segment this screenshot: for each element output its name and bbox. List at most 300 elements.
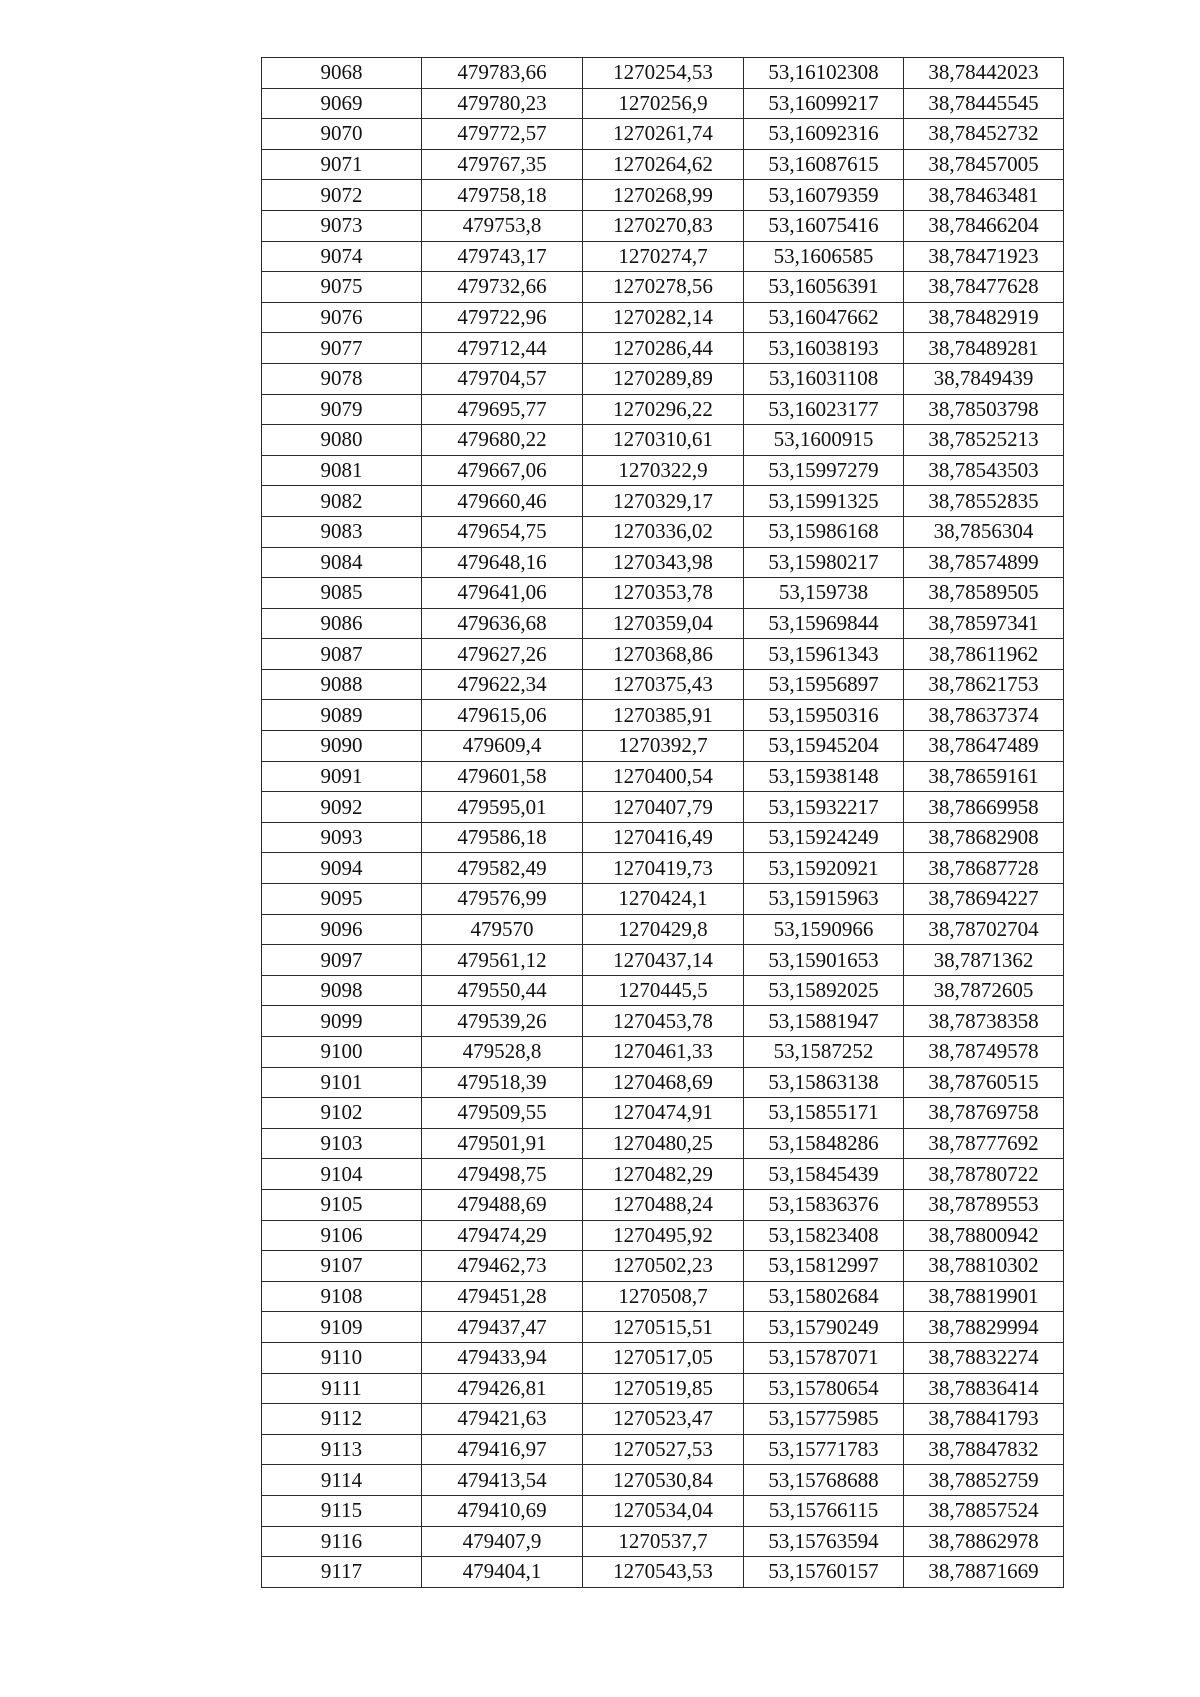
latitude-cell: 53,16023177 bbox=[744, 394, 904, 425]
y-coordinate-cell: 1270474,91 bbox=[583, 1098, 744, 1129]
longitude-cell: 38,78832274 bbox=[904, 1342, 1064, 1373]
x-coordinate-cell: 479586,18 bbox=[422, 822, 583, 853]
table-row bbox=[262, 1159, 1064, 1190]
y-coordinate-cell: 1270519,85 bbox=[583, 1373, 744, 1404]
y-coordinate-cell: 1270468,69 bbox=[583, 1067, 744, 1098]
x-coordinate-cell: 479704,57 bbox=[422, 363, 583, 394]
latitude-cell: 53,15768688 bbox=[744, 1465, 904, 1496]
longitude-cell: 38,78800942 bbox=[904, 1220, 1064, 1251]
latitude-cell: 53,15986168 bbox=[744, 516, 904, 547]
point-number-cell: 9095 bbox=[262, 884, 422, 915]
point-number-cell: 9110 bbox=[262, 1342, 422, 1373]
point-number-cell: 9096 bbox=[262, 914, 422, 945]
y-coordinate-cell: 1270274,7 bbox=[583, 241, 744, 272]
table-row bbox=[262, 1465, 1064, 1496]
x-coordinate-cell: 479407,9 bbox=[422, 1526, 583, 1557]
table-row bbox=[262, 547, 1064, 578]
latitude-cell: 53,1590966 bbox=[744, 914, 904, 945]
y-coordinate-cell: 1270278,56 bbox=[583, 272, 744, 303]
table-row bbox=[262, 516, 1064, 547]
latitude-cell: 53,15771783 bbox=[744, 1434, 904, 1465]
latitude-cell: 53,15812997 bbox=[744, 1251, 904, 1282]
y-coordinate-cell: 1270424,1 bbox=[583, 884, 744, 915]
y-coordinate-cell: 1270353,78 bbox=[583, 578, 744, 609]
table-row bbox=[262, 1067, 1064, 1098]
point-number-cell: 9070 bbox=[262, 119, 422, 150]
y-coordinate-cell: 1270286,44 bbox=[583, 333, 744, 364]
y-coordinate-cell: 1270461,33 bbox=[583, 1037, 744, 1068]
y-coordinate-cell: 1270343,98 bbox=[583, 547, 744, 578]
point-number-cell: 9074 bbox=[262, 241, 422, 272]
longitude-cell: 38,78637374 bbox=[904, 700, 1064, 731]
table-row bbox=[262, 945, 1064, 976]
y-coordinate-cell: 1270480,25 bbox=[583, 1128, 744, 1159]
table-row bbox=[262, 608, 1064, 639]
y-coordinate-cell: 1270322,9 bbox=[583, 455, 744, 486]
table-row bbox=[262, 333, 1064, 364]
point-number-cell: 9090 bbox=[262, 731, 422, 762]
longitude-cell: 38,78611962 bbox=[904, 639, 1064, 670]
point-number-cell: 9093 bbox=[262, 822, 422, 853]
table-row bbox=[262, 700, 1064, 731]
longitude-cell: 38,78647489 bbox=[904, 731, 1064, 762]
x-coordinate-cell: 479501,91 bbox=[422, 1128, 583, 1159]
y-coordinate-cell: 1270375,43 bbox=[583, 669, 744, 700]
table-row bbox=[262, 302, 1064, 333]
point-number-cell: 9094 bbox=[262, 853, 422, 884]
point-number-cell: 9117 bbox=[262, 1557, 422, 1588]
latitude-cell: 53,15945204 bbox=[744, 731, 904, 762]
longitude-cell: 38,78543503 bbox=[904, 455, 1064, 486]
point-number-cell: 9098 bbox=[262, 975, 422, 1006]
y-coordinate-cell: 1270264,62 bbox=[583, 149, 744, 180]
x-coordinate-cell: 479601,58 bbox=[422, 761, 583, 792]
longitude-cell: 38,78482919 bbox=[904, 302, 1064, 333]
point-number-cell: 9101 bbox=[262, 1067, 422, 1098]
y-coordinate-cell: 1270268,99 bbox=[583, 180, 744, 211]
longitude-cell: 38,7856304 bbox=[904, 516, 1064, 547]
longitude-cell: 38,78597341 bbox=[904, 608, 1064, 639]
latitude-cell: 53,15920921 bbox=[744, 853, 904, 884]
latitude-cell: 53,15969844 bbox=[744, 608, 904, 639]
x-coordinate-cell: 479622,34 bbox=[422, 669, 583, 700]
y-coordinate-cell: 1270400,54 bbox=[583, 761, 744, 792]
latitude-cell: 53,15802684 bbox=[744, 1281, 904, 1312]
y-coordinate-cell: 1270517,05 bbox=[583, 1342, 744, 1373]
longitude-cell: 38,78574899 bbox=[904, 547, 1064, 578]
longitude-cell: 38,78780722 bbox=[904, 1159, 1064, 1190]
point-number-cell: 9081 bbox=[262, 455, 422, 486]
x-coordinate-cell: 479648,16 bbox=[422, 547, 583, 578]
longitude-cell: 38,78702704 bbox=[904, 914, 1064, 945]
point-number-cell: 9068 bbox=[262, 58, 422, 89]
x-coordinate-cell: 479433,94 bbox=[422, 1342, 583, 1373]
table-row bbox=[262, 119, 1064, 150]
x-coordinate-cell: 479437,47 bbox=[422, 1312, 583, 1343]
point-number-cell: 9099 bbox=[262, 1006, 422, 1037]
x-coordinate-cell: 479609,4 bbox=[422, 731, 583, 762]
y-coordinate-cell: 1270537,7 bbox=[583, 1526, 744, 1557]
x-coordinate-cell: 479426,81 bbox=[422, 1373, 583, 1404]
y-coordinate-cell: 1270495,92 bbox=[583, 1220, 744, 1251]
coordinates-table bbox=[261, 57, 1064, 1588]
y-coordinate-cell: 1270296,22 bbox=[583, 394, 744, 425]
x-coordinate-cell: 479660,46 bbox=[422, 486, 583, 517]
latitude-cell: 53,16056391 bbox=[744, 272, 904, 303]
longitude-cell: 38,78489281 bbox=[904, 333, 1064, 364]
longitude-cell: 38,78687728 bbox=[904, 853, 1064, 884]
point-number-cell: 9069 bbox=[262, 88, 422, 119]
x-coordinate-cell: 479615,06 bbox=[422, 700, 583, 731]
point-number-cell: 9087 bbox=[262, 639, 422, 670]
table-row bbox=[262, 822, 1064, 853]
latitude-cell: 53,15980217 bbox=[744, 547, 904, 578]
x-coordinate-cell: 479712,44 bbox=[422, 333, 583, 364]
x-coordinate-cell: 479451,28 bbox=[422, 1281, 583, 1312]
point-number-cell: 9080 bbox=[262, 425, 422, 456]
table-row bbox=[262, 578, 1064, 609]
x-coordinate-cell: 479767,35 bbox=[422, 149, 583, 180]
point-number-cell: 9102 bbox=[262, 1098, 422, 1129]
longitude-cell: 38,78819901 bbox=[904, 1281, 1064, 1312]
latitude-cell: 53,16079359 bbox=[744, 180, 904, 211]
table-row bbox=[262, 1251, 1064, 1282]
point-number-cell: 9116 bbox=[262, 1526, 422, 1557]
x-coordinate-cell: 479416,97 bbox=[422, 1434, 583, 1465]
latitude-cell: 53,1606585 bbox=[744, 241, 904, 272]
point-number-cell: 9086 bbox=[262, 608, 422, 639]
table-row bbox=[262, 1557, 1064, 1588]
x-coordinate-cell: 479595,01 bbox=[422, 792, 583, 823]
table-row bbox=[262, 1526, 1064, 1557]
x-coordinate-cell: 479641,06 bbox=[422, 578, 583, 609]
point-number-cell: 9079 bbox=[262, 394, 422, 425]
point-number-cell: 9097 bbox=[262, 945, 422, 976]
x-coordinate-cell: 479570 bbox=[422, 914, 583, 945]
latitude-cell: 53,15823408 bbox=[744, 1220, 904, 1251]
latitude-cell: 53,16047662 bbox=[744, 302, 904, 333]
x-coordinate-cell: 479582,49 bbox=[422, 853, 583, 884]
point-number-cell: 9084 bbox=[262, 547, 422, 578]
x-coordinate-cell: 479488,69 bbox=[422, 1189, 583, 1220]
point-number-cell: 9078 bbox=[262, 363, 422, 394]
table-row bbox=[262, 394, 1064, 425]
y-coordinate-cell: 1270488,24 bbox=[583, 1189, 744, 1220]
y-coordinate-cell: 1270419,73 bbox=[583, 853, 744, 884]
latitude-cell: 53,15848286 bbox=[744, 1128, 904, 1159]
point-number-cell: 9106 bbox=[262, 1220, 422, 1251]
point-number-cell: 9085 bbox=[262, 578, 422, 609]
latitude-cell: 53,15991325 bbox=[744, 486, 904, 517]
table-row bbox=[262, 425, 1064, 456]
y-coordinate-cell: 1270508,7 bbox=[583, 1281, 744, 1312]
longitude-cell: 38,78621753 bbox=[904, 669, 1064, 700]
latitude-cell: 53,16102308 bbox=[744, 58, 904, 89]
latitude-cell: 53,15938148 bbox=[744, 761, 904, 792]
latitude-cell: 53,15780654 bbox=[744, 1373, 904, 1404]
y-coordinate-cell: 1270359,04 bbox=[583, 608, 744, 639]
y-coordinate-cell: 1270515,51 bbox=[583, 1312, 744, 1343]
x-coordinate-cell: 479654,75 bbox=[422, 516, 583, 547]
x-coordinate-cell: 479561,12 bbox=[422, 945, 583, 976]
y-coordinate-cell: 1270527,53 bbox=[583, 1434, 744, 1465]
point-number-cell: 9083 bbox=[262, 516, 422, 547]
latitude-cell: 53,16087615 bbox=[744, 149, 904, 180]
x-coordinate-cell: 479498,75 bbox=[422, 1159, 583, 1190]
point-number-cell: 9105 bbox=[262, 1189, 422, 1220]
x-coordinate-cell: 479722,96 bbox=[422, 302, 583, 333]
longitude-cell: 38,78760515 bbox=[904, 1067, 1064, 1098]
table-row bbox=[262, 272, 1064, 303]
point-number-cell: 9104 bbox=[262, 1159, 422, 1190]
x-coordinate-cell: 479576,99 bbox=[422, 884, 583, 915]
x-coordinate-cell: 479550,44 bbox=[422, 975, 583, 1006]
table-row bbox=[262, 58, 1064, 89]
longitude-cell: 38,78847832 bbox=[904, 1434, 1064, 1465]
point-number-cell: 9076 bbox=[262, 302, 422, 333]
latitude-cell: 53,15836376 bbox=[744, 1189, 904, 1220]
table-row bbox=[262, 1404, 1064, 1435]
latitude-cell: 53,15915963 bbox=[744, 884, 904, 915]
x-coordinate-cell: 479772,57 bbox=[422, 119, 583, 150]
longitude-cell: 38,78477628 bbox=[904, 272, 1064, 303]
point-number-cell: 9082 bbox=[262, 486, 422, 517]
point-number-cell: 9100 bbox=[262, 1037, 422, 1068]
x-coordinate-cell: 479404,1 bbox=[422, 1557, 583, 1588]
table-row bbox=[262, 853, 1064, 884]
table-row bbox=[262, 1189, 1064, 1220]
point-number-cell: 9071 bbox=[262, 149, 422, 180]
table-row bbox=[262, 1495, 1064, 1526]
longitude-cell: 38,78503798 bbox=[904, 394, 1064, 425]
table-row bbox=[262, 884, 1064, 915]
x-coordinate-cell: 479474,29 bbox=[422, 1220, 583, 1251]
x-coordinate-cell: 479539,26 bbox=[422, 1006, 583, 1037]
x-coordinate-cell: 479413,54 bbox=[422, 1465, 583, 1496]
point-number-cell: 9115 bbox=[262, 1495, 422, 1526]
table-row bbox=[262, 455, 1064, 486]
y-coordinate-cell: 1270254,53 bbox=[583, 58, 744, 89]
x-coordinate-cell: 479680,22 bbox=[422, 425, 583, 456]
x-coordinate-cell: 479636,68 bbox=[422, 608, 583, 639]
x-coordinate-cell: 479410,69 bbox=[422, 1495, 583, 1526]
latitude-cell: 53,15775985 bbox=[744, 1404, 904, 1435]
longitude-cell: 38,78777692 bbox=[904, 1128, 1064, 1159]
y-coordinate-cell: 1270502,23 bbox=[583, 1251, 744, 1282]
table-row bbox=[262, 639, 1064, 670]
longitude-cell: 38,78466204 bbox=[904, 210, 1064, 241]
longitude-cell: 38,7849439 bbox=[904, 363, 1064, 394]
table-row bbox=[262, 1006, 1064, 1037]
y-coordinate-cell: 1270385,91 bbox=[583, 700, 744, 731]
coordinates-table-body bbox=[262, 58, 1064, 1588]
table-row bbox=[262, 88, 1064, 119]
latitude-cell: 53,15760157 bbox=[744, 1557, 904, 1588]
x-coordinate-cell: 479732,66 bbox=[422, 272, 583, 303]
y-coordinate-cell: 1270336,02 bbox=[583, 516, 744, 547]
table-row bbox=[262, 1098, 1064, 1129]
table-row bbox=[262, 1037, 1064, 1068]
y-coordinate-cell: 1270407,79 bbox=[583, 792, 744, 823]
longitude-cell: 38,78769758 bbox=[904, 1098, 1064, 1129]
latitude-cell: 53,16075416 bbox=[744, 210, 904, 241]
table-row bbox=[262, 180, 1064, 211]
latitude-cell: 53,159738 bbox=[744, 578, 904, 609]
y-coordinate-cell: 1270416,49 bbox=[583, 822, 744, 853]
longitude-cell: 38,7872605 bbox=[904, 975, 1064, 1006]
longitude-cell: 38,78682908 bbox=[904, 822, 1064, 853]
y-coordinate-cell: 1270329,17 bbox=[583, 486, 744, 517]
x-coordinate-cell: 479509,55 bbox=[422, 1098, 583, 1129]
latitude-cell: 53,15763594 bbox=[744, 1526, 904, 1557]
longitude-cell: 38,78789553 bbox=[904, 1189, 1064, 1220]
y-coordinate-cell: 1270534,04 bbox=[583, 1495, 744, 1526]
x-coordinate-cell: 479421,63 bbox=[422, 1404, 583, 1435]
x-coordinate-cell: 479667,06 bbox=[422, 455, 583, 486]
table-row bbox=[262, 486, 1064, 517]
y-coordinate-cell: 1270482,29 bbox=[583, 1159, 744, 1190]
point-number-cell: 9108 bbox=[262, 1281, 422, 1312]
table-row bbox=[262, 669, 1064, 700]
point-number-cell: 9107 bbox=[262, 1251, 422, 1282]
x-coordinate-cell: 479462,73 bbox=[422, 1251, 583, 1282]
latitude-cell: 53,1587252 bbox=[744, 1037, 904, 1068]
longitude-cell: 38,78445545 bbox=[904, 88, 1064, 119]
point-number-cell: 9114 bbox=[262, 1465, 422, 1496]
y-coordinate-cell: 1270261,74 bbox=[583, 119, 744, 150]
x-coordinate-cell: 479627,26 bbox=[422, 639, 583, 670]
point-number-cell: 9072 bbox=[262, 180, 422, 211]
y-coordinate-cell: 1270270,83 bbox=[583, 210, 744, 241]
latitude-cell: 53,15950316 bbox=[744, 700, 904, 731]
longitude-cell: 38,78694227 bbox=[904, 884, 1064, 915]
point-number-cell: 9092 bbox=[262, 792, 422, 823]
longitude-cell: 38,7871362 bbox=[904, 945, 1064, 976]
table-row bbox=[262, 241, 1064, 272]
latitude-cell: 53,15845439 bbox=[744, 1159, 904, 1190]
point-number-cell: 9077 bbox=[262, 333, 422, 364]
longitude-cell: 38,78471923 bbox=[904, 241, 1064, 272]
x-coordinate-cell: 479780,23 bbox=[422, 88, 583, 119]
latitude-cell: 53,15787071 bbox=[744, 1342, 904, 1373]
x-coordinate-cell: 479695,77 bbox=[422, 394, 583, 425]
longitude-cell: 38,78452732 bbox=[904, 119, 1064, 150]
point-number-cell: 9103 bbox=[262, 1128, 422, 1159]
table-row bbox=[262, 914, 1064, 945]
longitude-cell: 38,78836414 bbox=[904, 1373, 1064, 1404]
table-row bbox=[262, 761, 1064, 792]
latitude-cell: 53,15892025 bbox=[744, 975, 904, 1006]
latitude-cell: 53,16092316 bbox=[744, 119, 904, 150]
table-row bbox=[262, 1373, 1064, 1404]
table-row bbox=[262, 1342, 1064, 1373]
longitude-cell: 38,78589505 bbox=[904, 578, 1064, 609]
x-coordinate-cell: 479528,8 bbox=[422, 1037, 583, 1068]
x-coordinate-cell: 479758,18 bbox=[422, 180, 583, 211]
point-number-cell: 9089 bbox=[262, 700, 422, 731]
point-number-cell: 9113 bbox=[262, 1434, 422, 1465]
latitude-cell: 53,16099217 bbox=[744, 88, 904, 119]
y-coordinate-cell: 1270530,84 bbox=[583, 1465, 744, 1496]
table-row bbox=[262, 1281, 1064, 1312]
table-row bbox=[262, 1220, 1064, 1251]
point-number-cell: 9075 bbox=[262, 272, 422, 303]
longitude-cell: 38,78871669 bbox=[904, 1557, 1064, 1588]
y-coordinate-cell: 1270256,9 bbox=[583, 88, 744, 119]
latitude-cell: 53,15961343 bbox=[744, 639, 904, 670]
point-number-cell: 9073 bbox=[262, 210, 422, 241]
longitude-cell: 38,78659161 bbox=[904, 761, 1064, 792]
latitude-cell: 53,15790249 bbox=[744, 1312, 904, 1343]
y-coordinate-cell: 1270282,14 bbox=[583, 302, 744, 333]
y-coordinate-cell: 1270453,78 bbox=[583, 1006, 744, 1037]
latitude-cell: 53,15881947 bbox=[744, 1006, 904, 1037]
x-coordinate-cell: 479783,66 bbox=[422, 58, 583, 89]
table-row bbox=[262, 1434, 1064, 1465]
longitude-cell: 38,78862978 bbox=[904, 1526, 1064, 1557]
longitude-cell: 38,78749578 bbox=[904, 1037, 1064, 1068]
latitude-cell: 53,1600915 bbox=[744, 425, 904, 456]
point-number-cell: 9088 bbox=[262, 669, 422, 700]
table-row bbox=[262, 210, 1064, 241]
point-number-cell: 9109 bbox=[262, 1312, 422, 1343]
longitude-cell: 38,78525213 bbox=[904, 425, 1064, 456]
longitude-cell: 38,78463481 bbox=[904, 180, 1064, 211]
y-coordinate-cell: 1270392,7 bbox=[583, 731, 744, 762]
y-coordinate-cell: 1270437,14 bbox=[583, 945, 744, 976]
table-row bbox=[262, 363, 1064, 394]
latitude-cell: 53,16038193 bbox=[744, 333, 904, 364]
y-coordinate-cell: 1270368,86 bbox=[583, 639, 744, 670]
table-row bbox=[262, 149, 1064, 180]
table-row bbox=[262, 1312, 1064, 1343]
point-number-cell: 9112 bbox=[262, 1404, 422, 1435]
y-coordinate-cell: 1270523,47 bbox=[583, 1404, 744, 1435]
longitude-cell: 38,78457005 bbox=[904, 149, 1064, 180]
latitude-cell: 53,15863138 bbox=[744, 1067, 904, 1098]
longitude-cell: 38,78552835 bbox=[904, 486, 1064, 517]
table-row bbox=[262, 731, 1064, 762]
y-coordinate-cell: 1270289,89 bbox=[583, 363, 744, 394]
table-row bbox=[262, 975, 1064, 1006]
x-coordinate-cell: 479518,39 bbox=[422, 1067, 583, 1098]
longitude-cell: 38,78829994 bbox=[904, 1312, 1064, 1343]
longitude-cell: 38,78857524 bbox=[904, 1495, 1064, 1526]
latitude-cell: 53,15901653 bbox=[744, 945, 904, 976]
table-row bbox=[262, 1128, 1064, 1159]
latitude-cell: 53,15932217 bbox=[744, 792, 904, 823]
y-coordinate-cell: 1270429,8 bbox=[583, 914, 744, 945]
latitude-cell: 53,15855171 bbox=[744, 1098, 904, 1129]
x-coordinate-cell: 479753,8 bbox=[422, 210, 583, 241]
longitude-cell: 38,78841793 bbox=[904, 1404, 1064, 1435]
table-row bbox=[262, 792, 1064, 823]
point-number-cell: 9091 bbox=[262, 761, 422, 792]
latitude-cell: 53,15766115 bbox=[744, 1495, 904, 1526]
latitude-cell: 53,15924249 bbox=[744, 822, 904, 853]
latitude-cell: 53,15997279 bbox=[744, 455, 904, 486]
y-coordinate-cell: 1270310,61 bbox=[583, 425, 744, 456]
longitude-cell: 38,78810302 bbox=[904, 1251, 1064, 1282]
y-coordinate-cell: 1270445,5 bbox=[583, 975, 744, 1006]
point-number-cell: 9111 bbox=[262, 1373, 422, 1404]
longitude-cell: 38,78852759 bbox=[904, 1465, 1064, 1496]
x-coordinate-cell: 479743,17 bbox=[422, 241, 583, 272]
y-coordinate-cell: 1270543,53 bbox=[583, 1557, 744, 1588]
latitude-cell: 53,15956897 bbox=[744, 669, 904, 700]
longitude-cell: 38,78442023 bbox=[904, 58, 1064, 89]
latitude-cell: 53,16031108 bbox=[744, 363, 904, 394]
